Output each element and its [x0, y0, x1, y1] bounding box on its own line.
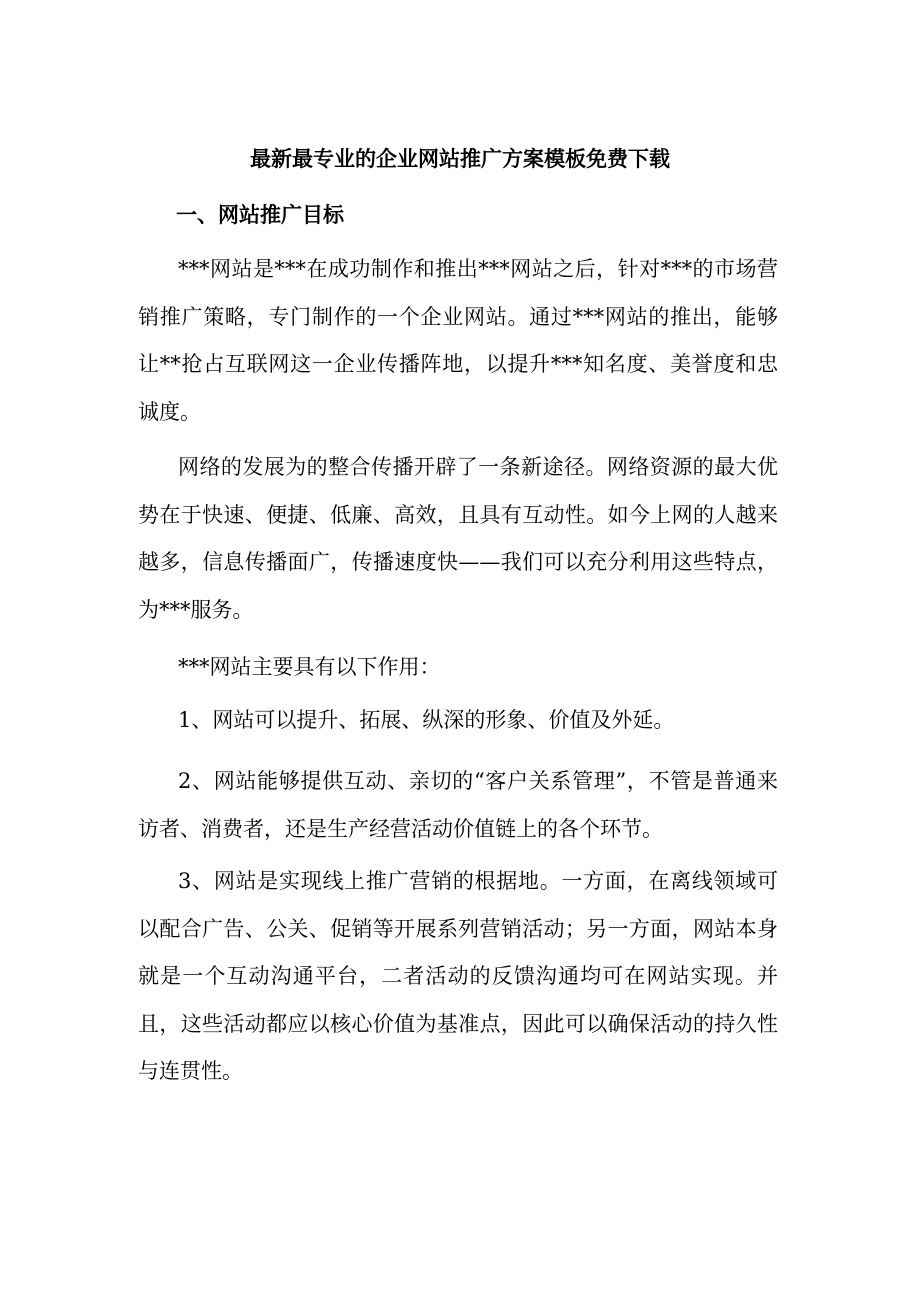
paragraph-function-2: 2、网站能够提供互动、亲切的“客户关系管理”，不管是普通来访者、消费者，还是生产经营活动价值链上的各个环节。: [138, 769, 778, 841]
document-title: 最新最专业的企业网站推广方案模板免费下载: [250, 146, 670, 171]
paragraph-function-3: 3、网站是实现线上推广营销的根据地。一方面，在离线领域可以配合广告、公关、促销等开展系列营销活动；另一方面，网站本身就是一个互动沟通平台，二者活动的反馈沟通均可在网站实现。并且，这些活动都应以核心价值为基准点，因此可以确保活动的持久性与连贯性。: [138, 869, 778, 1083]
paragraph-functions-intro: ***网站主要具有以下作用：: [178, 655, 441, 679]
paragraph-intro: ***网站是***在成功制作和推出***网站之后，针对***的市场营销推广策略，专门制作的一个企业网站。通过***网站的推出，能够让**抢占互联网这一企业传播阵地，以提升***知名度、美誉度和忠诚度。: [138, 257, 778, 424]
section-heading: 一、网站推广目标: [176, 202, 344, 227]
paragraph-function-1: 1、网站可以提升、拓展、纵深的形象、价值及外延。: [178, 708, 675, 732]
paragraph-network: 网络的发展为的整合传播开辟了一条新途径。网络资源的最大优势在于快速、便捷、低廉、高效，且具有互动性。如今上网的人越来越多，信息传播面广，传播速度快——我们可以充分利用这些特点，为***服务。: [138, 455, 778, 622]
